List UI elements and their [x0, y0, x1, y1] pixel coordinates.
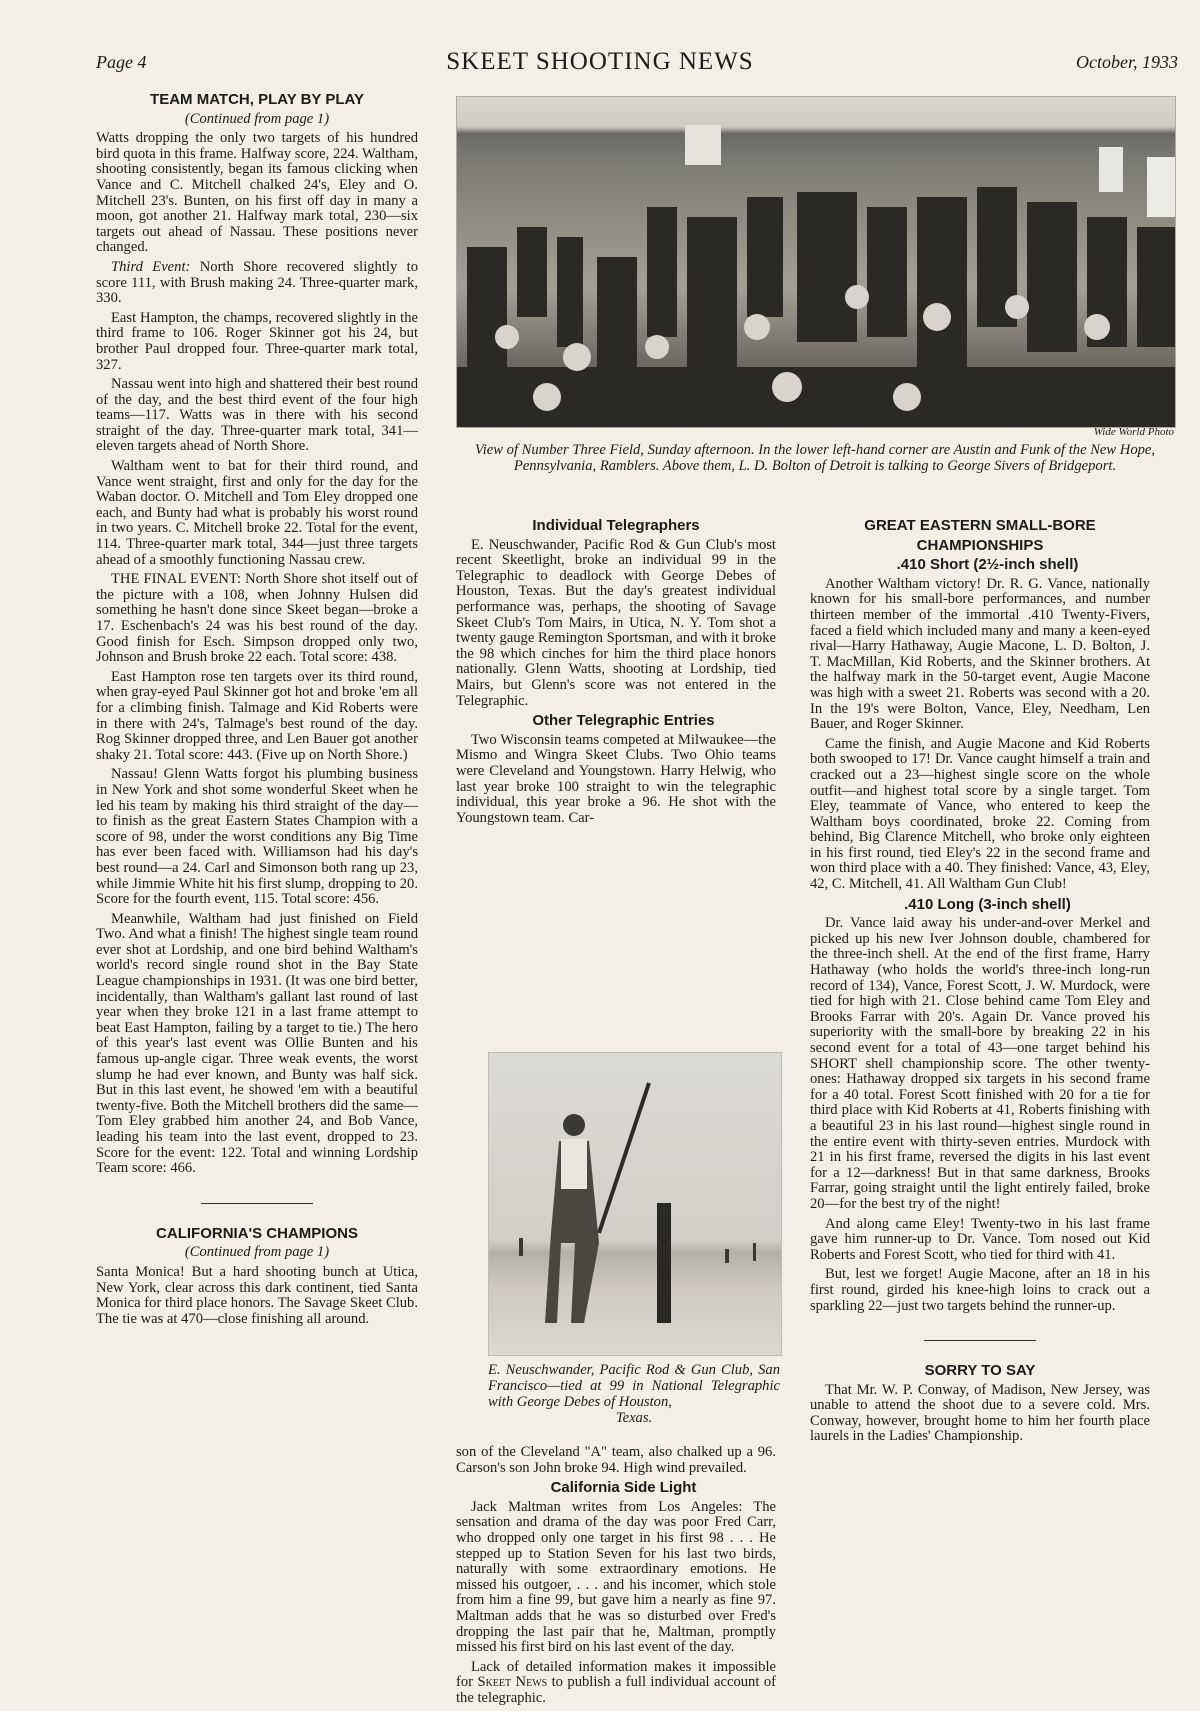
column-middle-lower: [456, 1445, 776, 1711]
third-event-text: North Shore recovered slightly to score 111, with Brush making 24. Three-quarter mark, 330.: [96, 258, 418, 307]
team-match-paragraph: Meanwhile, Waltham had just finished on Field Two. And what a finish! The highest single team round ever shot at Lordship, and one bird behind Waltham's world's record single round shot in the Bay State League championships in 1931. (It was one bird better, incidentally, than Waltham's gallant last round of last year when they broke 121 in a last frame attempt to beat East Hampton, failing by a target to tie.) The hero of this year's last event was Ollie Bunten and his famous up-angle cigar. Three weak events, the worst slump he had ever known, and Bunty was half sick. But in this last event, he showed 'em with a beautiful twenty-five. Both the Mitchell brothers did the same—Tom Eley grabbed him another 24, and Bob Vance, leading his team into the last event, dropped to 23. Score for the event: 122. Total and winning Lordship Team score: 466.: [96, 910, 418, 1177]
paragraph-text: Lack of detailed information makes it impossible for: [456, 1658, 776, 1691]
other-telegraphic-continued: son of the Cleveland "A" team, also chalked up a 96. Carson's son John broke 94. High wind prevailed.: [456, 1444, 776, 1476]
sorry-paragraph: That Mr. W. P. Conway, of Madison, New Jersey, was unable to attend the shoot due to a severe cold. Mrs. Conway, however, brought home to him her fourth place laurels in the Ladies' Championship.: [810, 1381, 1150, 1445]
great-eastern-paragraph: Came the finish, and Augie Macone and Kid Roberts both swooped to 17! Dr. Vance caught himself a train and cracked out a 23—highest single score on the whole outfit—and highest total score by a single target. Tom Eley, teammate of Vance, who entered to keep the Waltham boys coordinated, broke 22. Coming from behind, Big Clarence Mitchell, who broke only eighteen in his first round, tied Eley's 22 in the second frame and won third place with a 40. They finished: Vance, 43, Eley, 42, C. Mitchell, 41. All Waltham Gun Club!: [810, 735, 1150, 893]
section-divider: [924, 1340, 1036, 1341]
publication-name: Skeet News: [477, 1674, 548, 1691]
410-short-subheading: .410 Short (2½-inch shell): [896, 556, 1079, 574]
california-side-light-paragraph: Jack Maltman writes from Los Angeles: The sensation and drama of the day was poor Fred Carr, who dropped only one target in his first 98 . . . He stepped up to Station Seven for his last two birds, naturally with some extraordinary emotions. He missed his outgoer, . . . and his incomer, which stole from him a fine 99, but gave him a nearly as fine 97. Maltman adds that he was so disturbed over Fred's dropping the last pair that he, Maltman, promptly missed his first bird on his last event of the day.: [456, 1498, 776, 1656]
paragraph-text: to publish a full individual account of the telegraphic.: [456, 1674, 776, 1706]
column-left: [96, 92, 418, 1331]
shooter-illustration: [489, 1053, 781, 1355]
team-match-paragraph: Nassau went into high and shattered their best round of the day, and the best third event of the four high teams—117. Watts was in there with his second straight of the day. Three-quarter mark total, 341—eleven targets ahead of North Shore.: [96, 376, 418, 455]
column-right: [810, 518, 1150, 1449]
sorry-heading: SORRY TO SAY: [924, 1362, 1036, 1380]
great-eastern-heading: GREAT EASTERN SMALL-BORE: [864, 517, 1096, 534]
caption-last-line: Texas.: [615, 1410, 653, 1426]
crowd-photo-caption: View of Number Three Field, Sunday afternoon. In the lower left-hand corner are Austin and Funk of the New Hope, Pennsylvania, Ramblers. Above them, L. D. Bolton of Detroit is talking to George Sivers of Bridgeport.: [474, 442, 1156, 474]
team-match-paragraph: [96, 260, 418, 307]
crowd-field-photo: [456, 96, 1176, 428]
photo-credit: Wide World Photo: [1093, 426, 1174, 438]
section-divider: [201, 1203, 313, 1204]
great-eastern-heading-2: CHAMPIONSHIPS: [916, 536, 1044, 554]
page-number: Page 4: [96, 52, 147, 72]
shooter-photo-caption: [488, 1362, 780, 1426]
california-champions-paragraph: Santa Monica! But a hard shooting bunch at Utica, New York, clear across this dark continent, tied Santa Monica for third place honors. The Savage Skeet Club. The tie was at 470—close finishing all around.: [96, 1263, 418, 1327]
california-side-light-paragraph: [456, 1660, 776, 1707]
third-event-label: Third Event:: [111, 258, 191, 275]
team-match-paragraph: East Hampton rose ten targets over its third round, when gray-eyed Paul Skinner got hot and broke 'em all for a climbing finish. Talmage and Kid Roberts were in there with 24's, Talmage's best round of the day. Rog Skinner dropped three, and Len Bauer got another shaky 21. Total score: 443. (Five up on North Shore.): [96, 668, 418, 763]
team-match-paragraph: Waltham went to bat for their third round, and Vance went straight, first and only for the day for the Waban doctor. O. Mitchell and Tom Eley dropped one each, and Bunty had what is probably his worst round in two years. C. Mitchell broke 22. Total for the event, 114. Three-quarter mark total, 344—just three targets ahead of a smoothly functioning Nassau crew.: [96, 458, 418, 568]
crowd-photo-illustration: [457, 97, 1175, 427]
page-header: [0, 48, 1200, 84]
shooter-photo: [488, 1052, 782, 1356]
team-match-paragraph: THE FINAL EVENT: North Shore shot itself out of the picture with a 108, when Johnny Hulsen did something he hasn't done since Skeet began—broke a 17. Eschenbach's 24 was his best round of the day. Good finish for Esch. Simpson dropped only two, Johnson and Brush broke 22 each. Total score: 438.: [96, 571, 418, 666]
great-eastern-paragraph: Another Waltham victory! Dr. R. G. Vance, nationally known for his small-bore performances, and number thirteen member of the immortal .410 Twenty-Fivers, faced a field which included many and many a keen-eyed rival—Harry Hathaway, Augie Macone, L. D. Bolton, J. T. MacMillan, Kid Roberts, and the Skinner brothers. At the halfway mark in the 50-target event, Augie Macone was high with a sweet 21. Roberts was second with a 20. In the 19's were Bolton, Vance, Eley, Needham, Len Bauer, and Roger Skinner.: [810, 575, 1150, 733]
issue-date: October, 1933: [1076, 52, 1178, 72]
other-telegraphic-paragraph: Two Wisconsin teams competed at Milwaukee—the Mismo and Wingra Skeet Clubs. Two Ohio teams were Cleveland and Youngstown. Harry Helwig, who last year broke 100 straight to win the telegraphic individual, this year broke a 96. He shot with the Youngstown team. Car-: [456, 731, 776, 826]
great-eastern-paragraph: Dr. Vance laid away his under-and-over Merkel and picked up his new Iver Johnson double, chambered for the three-inch shell. At the end of the first frame, Harry Hathaway (who holds the world's three-inch long-run record of 134), Vance, Forest Scott, J. W. Murdock, were tied for high with 21. Close behind came Tom Eley and Brooks Farrar with 20's. Again Dr. Vance proved his superiority with the small-bore by breaking 22 in his second event for a total of 43—one target behind his SHORT shell championship score. The other twenty-ones: Hathaway dropped six targets in his second frame for a 40 total. Forest Scott finished with 20 for a tie for third place with Kid Roberts at 41, Roberts finishing with a beautiful 23 in his last round—highest single round in the entire event with thirty-seven entries. Murdock with 21 in his first frame, reversed the digits in his last event for a 12—darkness! But in that same darkness, Brooks Farrar, going straight until the light entirely failed, broke 20—for the best try of the night!: [810, 915, 1150, 1212]
other-telegraphic-heading: Other Telegraphic Entries: [532, 712, 715, 730]
team-match-paragraph: East Hampton, the champs, recovered slightly in the third frame to 106. Roger Skinner got his 24, but brother Paul dropped four. Three-quarter mark total, 327.: [96, 309, 418, 373]
individual-telegraphers-paragraph: E. Neuschwander, Pacific Rod & Gun Club's most recent Skeetlight, broke an individual 99 in the Telegraphic to deadlock with George Debes of Houston, Texas. But the day's greatest individual performance was, perhaps, the shooting of Savage Skeet Club's Tom Mairs, in Utica, N. Y. Tom shot a twenty gauge Remington Sportsman, and with it broke the 98 which cinches for him the third place honors nationally. Glenn Watts, shooting at Lordship, tied Mairs, but Glenn's score was not entered in the Telegraphic.: [456, 536, 776, 709]
individual-telegraphers-heading: Individual Telegraphers: [532, 517, 700, 534]
410-long-subheading: .410 Long (3-inch shell): [904, 895, 1071, 913]
masthead: SKEET SHOOTING NEWS: [446, 48, 754, 75]
column-middle: [456, 518, 776, 830]
california-side-light-heading: California Side Light: [550, 1479, 697, 1497]
team-match-paragraph: Nassau! Glenn Watts forgot his plumbing business in New York and shot some wonderful Skeet when he led his team by making his third straight of the day—to finish as the great Eastern States Champion with a score of 98, under the worst conditions any Big Time has ever been faced with. Williamson had his day's best round—a 24. Carl and Simonson both rang up 23, while Jimmie White hit his first slump, dropping to 20. Score for the fourth event, 115. Total score: 456.: [96, 766, 418, 908]
california-champions-continued: (Continued from page 1): [184, 1244, 330, 1261]
team-match-continued: (Continued from page 1): [184, 110, 330, 127]
team-match-paragraph: Watts dropping the only two targets of his hundred bird quota in this frame. Halfway score, 224. Waltham, shooting consistently, began its famous clicking when Vance and C. Mitchell chalked 24's, Eley and O. Mitchell 23's. Bunten, on his first off day in many a moon, got another 21. Halfway mark total, 230—six targets out ahead of Nassau. These positions never changed.: [96, 130, 418, 256]
california-champions-heading: CALIFORNIA'S CHAMPIONS: [156, 1224, 358, 1242]
team-match-heading: TEAM MATCH, PLAY BY PLAY: [150, 91, 364, 108]
great-eastern-paragraph: And along came Eley! Twenty-two in his last frame gave him runner-up to Dr. Vance. Tom nosed out Kid Roberts and Forest Scott, who tied for third with 41.: [810, 1215, 1150, 1263]
caption-text: E. Neuschwander, Pacific Rod & Gun Club, San Francisco—tied at 99 in National Telegraphic with George Debes of Houston,: [488, 1362, 780, 1410]
great-eastern-paragraph: But, lest we forget! Augie Macone, after an 18 in his first round, girded his knee-high loins to crack out a sparkling 22—just two targets behind the runner-up.: [810, 1266, 1150, 1314]
